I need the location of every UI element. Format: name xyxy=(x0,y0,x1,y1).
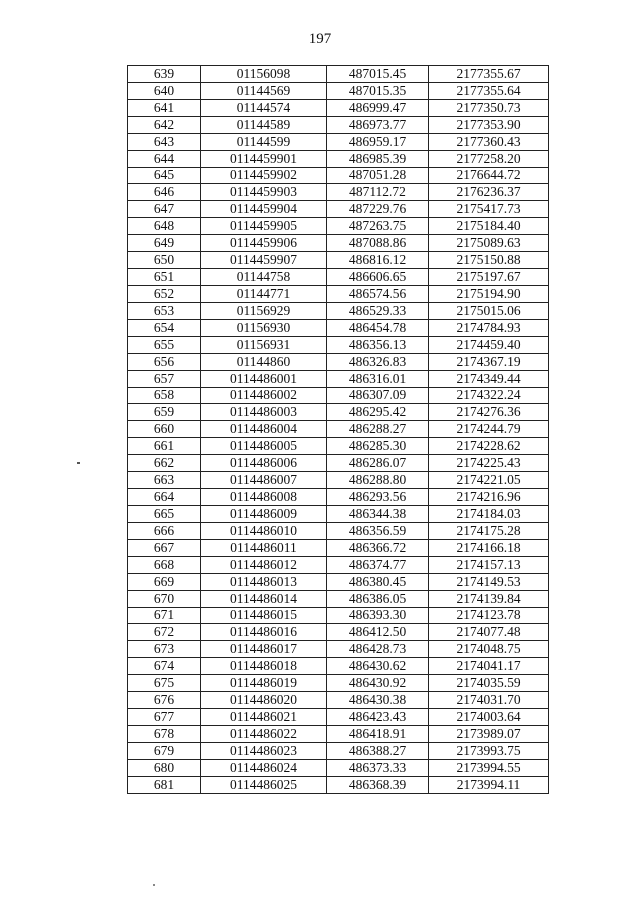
y-coordinate-cell: 2174322.24 xyxy=(429,387,549,404)
table-row xyxy=(128,607,549,624)
table-row xyxy=(128,472,549,489)
point-number-cell: 649 xyxy=(128,235,201,252)
table-row xyxy=(128,150,549,167)
x-coordinate-cell: 486973.77 xyxy=(327,116,429,133)
x-coordinate-cell: 486344.38 xyxy=(327,505,429,522)
table-row xyxy=(128,99,549,116)
point-id-cell: 0114486013 xyxy=(201,573,327,590)
table-row xyxy=(128,455,549,472)
y-coordinate-cell: 2173993.75 xyxy=(429,742,549,759)
y-coordinate-cell: 2174276.36 xyxy=(429,404,549,421)
x-coordinate-cell: 486418.91 xyxy=(327,725,429,742)
point-id-cell: 01144599 xyxy=(201,133,327,150)
point-number-cell: 663 xyxy=(128,472,201,489)
point-id-cell: 0114486001 xyxy=(201,370,327,387)
x-coordinate-cell: 486430.38 xyxy=(327,692,429,709)
point-number-cell: 651 xyxy=(128,269,201,286)
point-id-cell: 0114486007 xyxy=(201,472,327,489)
point-id-cell: 0114486014 xyxy=(201,590,327,607)
point-number-cell: 674 xyxy=(128,658,201,675)
point-id-cell: 0114486019 xyxy=(201,675,327,692)
point-number-cell: 681 xyxy=(128,776,201,793)
x-coordinate-cell: 486293.56 xyxy=(327,489,429,506)
y-coordinate-cell: 2176644.72 xyxy=(429,167,549,184)
y-coordinate-cell: 2174228.62 xyxy=(429,438,549,455)
table-row xyxy=(128,82,549,99)
point-number-cell: 675 xyxy=(128,675,201,692)
table-row xyxy=(128,404,549,421)
y-coordinate-cell: 2174139.84 xyxy=(429,590,549,607)
x-coordinate-cell: 486816.12 xyxy=(327,252,429,269)
x-coordinate-cell: 486393.30 xyxy=(327,607,429,624)
x-coordinate-cell: 486985.39 xyxy=(327,150,429,167)
table-row xyxy=(128,759,549,776)
point-id-cell: 0114486017 xyxy=(201,641,327,658)
y-coordinate-cell: 2174349.44 xyxy=(429,370,549,387)
x-coordinate-cell: 487229.76 xyxy=(327,201,429,218)
x-coordinate-cell: 486373.33 xyxy=(327,759,429,776)
x-coordinate-cell: 486366.72 xyxy=(327,539,429,556)
point-number-cell: 658 xyxy=(128,387,201,404)
table-row xyxy=(128,421,549,438)
point-id-cell: 0114486024 xyxy=(201,759,327,776)
table-row xyxy=(128,252,549,269)
x-coordinate-cell: 486285.30 xyxy=(327,438,429,455)
point-number-cell: 641 xyxy=(128,99,201,116)
x-coordinate-cell: 486356.59 xyxy=(327,522,429,539)
point-id-cell: 0114486005 xyxy=(201,438,327,455)
point-id-cell: 0114486003 xyxy=(201,404,327,421)
y-coordinate-cell: 2177355.64 xyxy=(429,82,549,99)
point-id-cell: 0114459903 xyxy=(201,184,327,201)
point-id-cell: 0114486004 xyxy=(201,421,327,438)
x-coordinate-cell: 486295.42 xyxy=(327,404,429,421)
table-row xyxy=(128,438,549,455)
x-coordinate-cell: 487088.86 xyxy=(327,235,429,252)
point-id-cell: 0114486018 xyxy=(201,658,327,675)
x-coordinate-cell: 486412.50 xyxy=(327,624,429,641)
point-id-cell: 0114459902 xyxy=(201,167,327,184)
y-coordinate-cell: 2174157.13 xyxy=(429,556,549,573)
point-number-cell: 643 xyxy=(128,133,201,150)
point-id-cell: 0114486009 xyxy=(201,505,327,522)
point-number-cell: 668 xyxy=(128,556,201,573)
point-id-cell: 01156930 xyxy=(201,319,327,336)
table-row xyxy=(128,590,549,607)
y-coordinate-cell: 2174184.03 xyxy=(429,505,549,522)
x-coordinate-cell: 487051.28 xyxy=(327,167,429,184)
scan-speck xyxy=(77,462,80,464)
y-coordinate-cell: 2174149.53 xyxy=(429,573,549,590)
table-row xyxy=(128,725,549,742)
y-coordinate-cell: 2174459.40 xyxy=(429,336,549,353)
point-number-cell: 680 xyxy=(128,759,201,776)
table-row xyxy=(128,489,549,506)
point-id-cell: 0114486021 xyxy=(201,709,327,726)
point-id-cell: 01156098 xyxy=(201,66,327,83)
table-row xyxy=(128,370,549,387)
point-id-cell: 01144771 xyxy=(201,285,327,302)
table-row xyxy=(128,302,549,319)
y-coordinate-cell: 2175417.73 xyxy=(429,201,549,218)
point-number-cell: 657 xyxy=(128,370,201,387)
y-coordinate-cell: 2177355.67 xyxy=(429,66,549,83)
y-coordinate-cell: 2175015.06 xyxy=(429,302,549,319)
point-id-cell: 01144569 xyxy=(201,82,327,99)
x-coordinate-cell: 486356.13 xyxy=(327,336,429,353)
point-id-cell: 0114486022 xyxy=(201,725,327,742)
y-coordinate-cell: 2174041.17 xyxy=(429,658,549,675)
x-coordinate-cell: 487112.72 xyxy=(327,184,429,201)
point-number-cell: 647 xyxy=(128,201,201,218)
point-number-cell: 662 xyxy=(128,455,201,472)
point-id-cell: 0114486023 xyxy=(201,742,327,759)
x-coordinate-cell: 487015.35 xyxy=(327,82,429,99)
table-row xyxy=(128,675,549,692)
point-id-cell: 0114459907 xyxy=(201,252,327,269)
y-coordinate-cell: 2173994.55 xyxy=(429,759,549,776)
point-number-cell: 661 xyxy=(128,438,201,455)
point-number-cell: 677 xyxy=(128,709,201,726)
x-coordinate-cell: 486606.65 xyxy=(327,269,429,286)
point-number-cell: 648 xyxy=(128,218,201,235)
table-row xyxy=(128,116,549,133)
table-row xyxy=(128,66,549,83)
point-number-cell: 664 xyxy=(128,489,201,506)
point-number-cell: 669 xyxy=(128,573,201,590)
point-id-cell: 0114486016 xyxy=(201,624,327,641)
y-coordinate-cell: 2177258.20 xyxy=(429,150,549,167)
table-row xyxy=(128,235,549,252)
point-number-cell: 665 xyxy=(128,505,201,522)
point-number-cell: 652 xyxy=(128,285,201,302)
point-number-cell: 640 xyxy=(128,82,201,99)
point-id-cell: 0114486012 xyxy=(201,556,327,573)
point-number-cell: 678 xyxy=(128,725,201,742)
point-id-cell: 0114486010 xyxy=(201,522,327,539)
scan-speck xyxy=(153,884,155,886)
table-row xyxy=(128,556,549,573)
page-number: 197 xyxy=(308,31,332,47)
point-number-cell: 676 xyxy=(128,692,201,709)
y-coordinate-cell: 2177360.43 xyxy=(429,133,549,150)
x-coordinate-cell: 486388.27 xyxy=(327,742,429,759)
y-coordinate-cell: 2174031.70 xyxy=(429,692,549,709)
table-row xyxy=(128,269,549,286)
table-row xyxy=(128,624,549,641)
table-row xyxy=(128,133,549,150)
x-coordinate-cell: 486380.45 xyxy=(327,573,429,590)
point-number-cell: 654 xyxy=(128,319,201,336)
point-number-cell: 666 xyxy=(128,522,201,539)
table-row xyxy=(128,167,549,184)
x-coordinate-cell: 486428.73 xyxy=(327,641,429,658)
x-coordinate-cell: 486374.77 xyxy=(327,556,429,573)
x-coordinate-cell: 486430.92 xyxy=(327,675,429,692)
y-coordinate-cell: 2173989.07 xyxy=(429,725,549,742)
x-coordinate-cell: 486430.62 xyxy=(327,658,429,675)
point-number-cell: 670 xyxy=(128,590,201,607)
point-number-cell: 656 xyxy=(128,353,201,370)
point-id-cell: 0114486011 xyxy=(201,539,327,556)
y-coordinate-cell: 2175197.67 xyxy=(429,269,549,286)
x-coordinate-cell: 486386.05 xyxy=(327,590,429,607)
table-row xyxy=(128,776,549,793)
y-coordinate-cell: 2174077.48 xyxy=(429,624,549,641)
y-coordinate-cell: 2175089.63 xyxy=(429,235,549,252)
table-row xyxy=(128,387,549,404)
y-coordinate-cell: 2174244.79 xyxy=(429,421,549,438)
table-row xyxy=(128,573,549,590)
y-coordinate-cell: 2174367.19 xyxy=(429,353,549,370)
table-row xyxy=(128,319,549,336)
point-id-cell: 01144860 xyxy=(201,353,327,370)
point-number-cell: 660 xyxy=(128,421,201,438)
y-coordinate-cell: 2173994.11 xyxy=(429,776,549,793)
point-number-cell: 639 xyxy=(128,66,201,83)
point-id-cell: 01144589 xyxy=(201,116,327,133)
x-coordinate-cell: 486999.47 xyxy=(327,99,429,116)
x-coordinate-cell: 486316.01 xyxy=(327,370,429,387)
x-coordinate-cell: 486959.17 xyxy=(327,133,429,150)
x-coordinate-cell: 486307.09 xyxy=(327,387,429,404)
y-coordinate-cell: 2177350.73 xyxy=(429,99,549,116)
x-coordinate-cell: 486288.27 xyxy=(327,421,429,438)
x-coordinate-cell: 486423.43 xyxy=(327,709,429,726)
y-coordinate-cell: 2174225.43 xyxy=(429,455,549,472)
y-coordinate-cell: 2174784.93 xyxy=(429,319,549,336)
table-row xyxy=(128,336,549,353)
point-number-cell: 642 xyxy=(128,116,201,133)
table-row xyxy=(128,184,549,201)
point-id-cell: 01156931 xyxy=(201,336,327,353)
table-row xyxy=(128,353,549,370)
point-id-cell: 0114486006 xyxy=(201,455,327,472)
table-row xyxy=(128,658,549,675)
x-coordinate-cell: 486529.33 xyxy=(327,302,429,319)
y-coordinate-cell: 2176236.37 xyxy=(429,184,549,201)
point-number-cell: 679 xyxy=(128,742,201,759)
x-coordinate-cell: 487263.75 xyxy=(327,218,429,235)
point-id-cell: 01156929 xyxy=(201,302,327,319)
x-coordinate-cell: 486368.39 xyxy=(327,776,429,793)
y-coordinate-cell: 2174221.05 xyxy=(429,472,549,489)
table-row xyxy=(128,201,549,218)
table-row xyxy=(128,218,549,235)
coordinates-table xyxy=(127,65,549,794)
y-coordinate-cell: 2177353.90 xyxy=(429,116,549,133)
y-coordinate-cell: 2174166.18 xyxy=(429,539,549,556)
y-coordinate-cell: 2174035.59 xyxy=(429,675,549,692)
coordinates-table-body xyxy=(128,66,549,794)
y-coordinate-cell: 2175150.88 xyxy=(429,252,549,269)
point-id-cell: 0114459901 xyxy=(201,150,327,167)
y-coordinate-cell: 2174175.28 xyxy=(429,522,549,539)
point-id-cell: 0114486008 xyxy=(201,489,327,506)
point-id-cell: 01144758 xyxy=(201,269,327,286)
table-row xyxy=(128,522,549,539)
y-coordinate-cell: 2174123.78 xyxy=(429,607,549,624)
y-coordinate-cell: 2174003.64 xyxy=(429,709,549,726)
point-number-cell: 673 xyxy=(128,641,201,658)
point-number-cell: 650 xyxy=(128,252,201,269)
x-coordinate-cell: 486286.07 xyxy=(327,455,429,472)
point-number-cell: 671 xyxy=(128,607,201,624)
y-coordinate-cell: 2175194.90 xyxy=(429,285,549,302)
point-id-cell: 0114486020 xyxy=(201,692,327,709)
x-coordinate-cell: 486288.80 xyxy=(327,472,429,489)
point-number-cell: 653 xyxy=(128,302,201,319)
x-coordinate-cell: 486454.78 xyxy=(327,319,429,336)
point-number-cell: 645 xyxy=(128,167,201,184)
x-coordinate-cell: 487015.45 xyxy=(327,66,429,83)
x-coordinate-cell: 486326.83 xyxy=(327,353,429,370)
table-row xyxy=(128,692,549,709)
point-number-cell: 659 xyxy=(128,404,201,421)
point-id-cell: 0114486002 xyxy=(201,387,327,404)
table-row xyxy=(128,539,549,556)
table-row xyxy=(128,742,549,759)
point-id-cell: 0114459904 xyxy=(201,201,327,218)
table-row xyxy=(128,505,549,522)
y-coordinate-cell: 2174216.96 xyxy=(429,489,549,506)
point-number-cell: 667 xyxy=(128,539,201,556)
y-coordinate-cell: 2174048.75 xyxy=(429,641,549,658)
table-row xyxy=(128,285,549,302)
point-number-cell: 672 xyxy=(128,624,201,641)
point-number-cell: 644 xyxy=(128,150,201,167)
table-row xyxy=(128,641,549,658)
point-id-cell: 0114459905 xyxy=(201,218,327,235)
point-id-cell: 0114459906 xyxy=(201,235,327,252)
point-number-cell: 646 xyxy=(128,184,201,201)
x-coordinate-cell: 486574.56 xyxy=(327,285,429,302)
point-id-cell: 0114486025 xyxy=(201,776,327,793)
point-id-cell: 01144574 xyxy=(201,99,327,116)
point-number-cell: 655 xyxy=(128,336,201,353)
table-row xyxy=(128,709,549,726)
point-id-cell: 0114486015 xyxy=(201,607,327,624)
y-coordinate-cell: 2175184.40 xyxy=(429,218,549,235)
